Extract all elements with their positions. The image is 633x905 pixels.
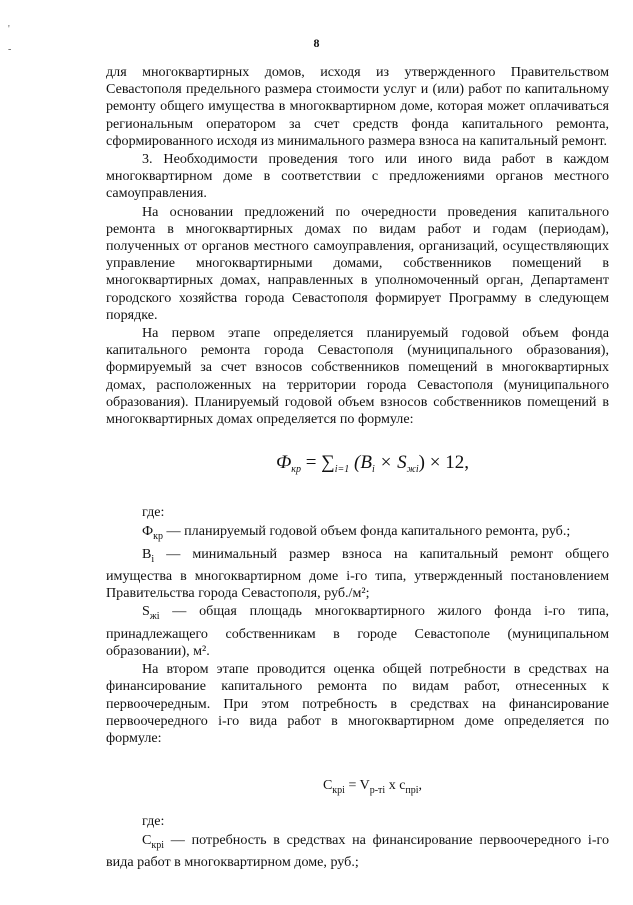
formula-symbol: С (322, 778, 333, 794)
formula-fund-volume (106, 454, 609, 478)
formula-subscript: крi (332, 785, 345, 797)
where-label: где: (142, 504, 165, 521)
definition-text: — потребность в средствах на финансирование первоочередного i-го вида работ в многоквартирном доме, руб.; (106, 831, 609, 870)
paragraph: На втором этапе проводится оценка общей потребности в средствах на финансирование капитального ремонта по видам работ, отнесенных к первоочередным. При этом потребность в средствах на финансирование первоочередного i-го вида работ в многоквартирном доме определяется по формуле: (106, 661, 609, 746)
symbol: Ф (142, 522, 154, 539)
margin-mark: ' (8, 24, 10, 35)
paragraph: для многоквартирных домов, исходя из утвержденного Правительством Севастополя предельного размера стоимости услуг и (или) работ по капитальному ремонту общего имущества в многоквартирном доме, которая может оплачиваться региональным оператором за счет средств фонда капитального ремонта, сформированного исходя из минимального размера взноса на капитальный ремонт. (106, 64, 609, 149)
definition-b (106, 546, 609, 603)
formula-symbol: , (418, 778, 423, 794)
formula-sum: = ∑ (300, 452, 335, 474)
paragraph: 3. Необходимости проведения того или иного вида работ в каждом многоквартирном доме в соответствии с предложениями органов местного самоуправления. (106, 151, 609, 202)
definition-phi (106, 523, 609, 545)
formula-subscript: i (371, 464, 375, 476)
definition-c (106, 832, 609, 871)
symbol: B (142, 545, 152, 562)
document-body (106, 64, 609, 872)
formula-symbol: × S (374, 452, 407, 474)
symbol-subscript: жi (149, 611, 160, 623)
formula-symbol: ) × 12, (418, 452, 469, 474)
formula-need (106, 777, 609, 799)
formula-symbol: = V (344, 778, 370, 794)
formula-subscript: жi (406, 464, 419, 476)
symbol-subscript: i (151, 553, 155, 565)
formula-subscript: кр (291, 464, 301, 476)
where-label: где: (142, 813, 165, 830)
definition-text: — общая площадь многоквартирного жилого фонда i-го типа, принадлежащего собственникам в городе Севастополе (муниципальном образовании), м². (106, 603, 609, 659)
page-number: 8 (313, 36, 320, 50)
symbol-subscript: крi (151, 839, 165, 851)
formula-subscript: р-тi (369, 785, 386, 797)
definition-text: — планируемый годовой объем фонда капитального ремонта, руб.; (163, 522, 571, 539)
symbol: S (142, 603, 150, 620)
paragraph: На первом этапе определяется планируемый годовой объем фонда капитального ремонта города Севастополя (муниципального образования), формируемый за счет взносов собственников помещений в многоквартирных домах, расположенных на территории города Севастополя (муниципального образования). Планируемый годовой объем взносов собственников помещений в многоквартирных домах определяется по формуле: (106, 325, 609, 428)
formula-subscript: i=1 (334, 464, 350, 476)
definition-s (106, 603, 609, 660)
formula-subscript: прi (405, 785, 419, 797)
paragraph: На основании предложений по очередности проведения капитального ремонта в многоквартирных домах по видам работ и годам (периодам), полученных от органов местного самоуправления, организаций, осуществляющих управление многоквартирными домами, собственников помещений в многоквартирных домах, направленных в уполномоченный орган, Департамент городского хозяйства города Севастополя формирует Программу в следующем порядке. (106, 203, 609, 323)
symbol-subscript: кр (153, 530, 163, 542)
formula-symbol: Ф (276, 452, 292, 474)
margin-mark: - (8, 44, 12, 55)
formula-symbol: x c (385, 778, 406, 794)
symbol: С (142, 831, 152, 848)
formula-symbol: (B (349, 452, 372, 474)
definition-text: — минимальный размер взноса на капитальный ремонт общего имущества в многоквартирном доме i-го типа, утвержденный постановлением Правительства города Севастополя, руб./м²; (106, 545, 609, 602)
